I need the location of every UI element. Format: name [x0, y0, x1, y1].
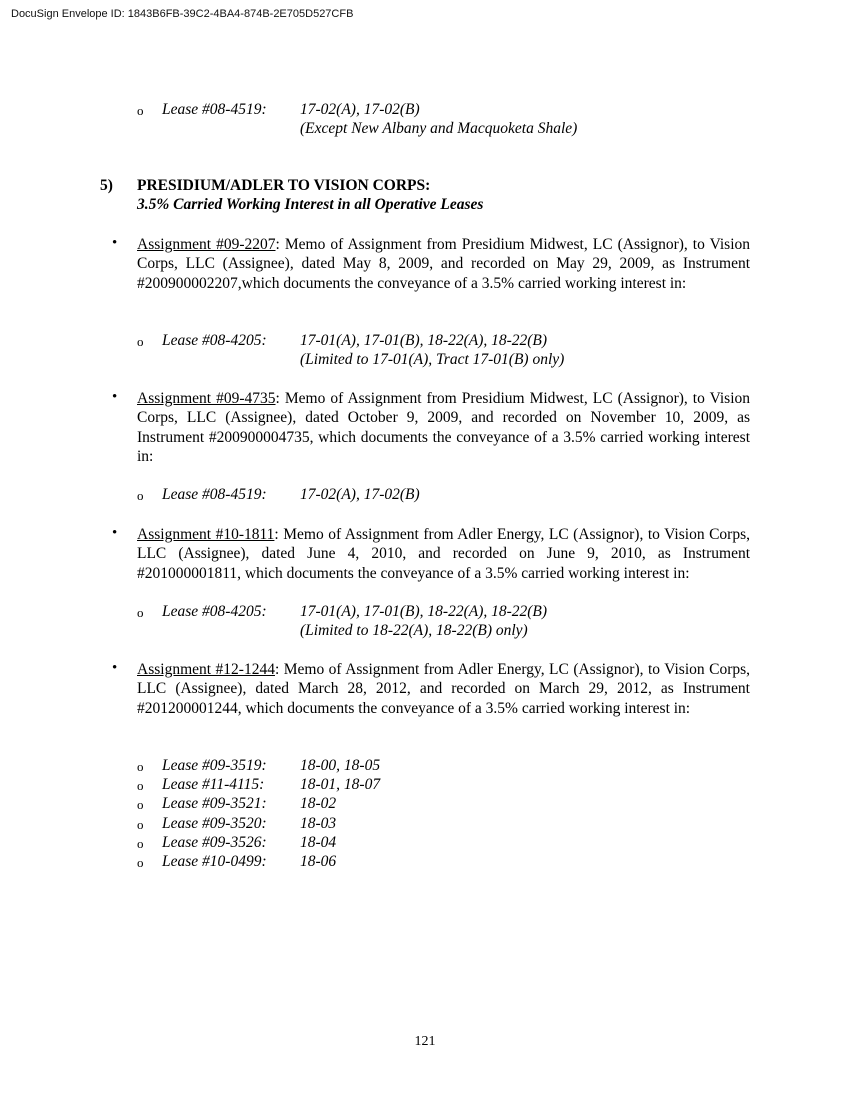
bullet-icon: •: [112, 525, 118, 541]
circle-bullet-icon: o: [137, 103, 144, 118]
lease-label: Lease #08-4519:: [162, 101, 267, 118]
assignment-paragraph: [137, 389, 750, 467]
circle-bullet-icon: o: [137, 778, 144, 793]
lease-label: Lease #11-4115:: [162, 776, 265, 793]
circle-bullet-icon: o: [137, 797, 144, 812]
lease-label: Lease #09-3519:: [162, 757, 267, 774]
assignment-text: : Memo of Assignment from Adler Energy, LC (Assignor), to Vision Corps, LLC (Assignee), dated June 4, 2010, and recorded on June 9, 2010, as Instrument #201000001811, which documents the conveyance of a 3.5% carried working interest in:: [137, 526, 750, 582]
lease-label: Lease #09-3526:: [162, 834, 267, 851]
circle-bullet-icon: o: [137, 836, 144, 851]
lease-note: (Limited to 18-22(A), 18-22(B) only): [300, 622, 528, 639]
assignment-ref: Assignment #10-1811: [137, 526, 275, 543]
assignment-ref: Assignment #12-1244: [137, 661, 275, 678]
circle-bullet-icon: o: [137, 817, 144, 832]
lease-tracts: 17-01(A), 17-01(B), 18-22(A), 18-22(B): [300, 332, 548, 349]
bullet-icon: •: [112, 660, 118, 676]
lease-tracts: 18-04: [300, 834, 337, 851]
lease-tracts: 18-00, 18-05: [300, 757, 381, 774]
assignment-ref: Assignment #09-2207: [137, 236, 276, 253]
lease-tracts: 18-03: [300, 815, 337, 832]
lease-tracts: 17-01(A), 17-01(B), 18-22(A), 18-22(B): [300, 603, 548, 620]
assignment-text: : Memo of Assignment from Presidium Midwest, LC (Assignor), to Vision Corps, LLC (Assignee), dated October 9, 2009, and recorded on November 10, 2009, as Instrument #200900004735, which documents the conveyance of a 3.5% carried working interest in:: [137, 390, 751, 466]
circle-bullet-icon: o: [137, 488, 144, 503]
assignment-paragraph: [137, 525, 750, 583]
lease-label: Lease #09-3520:: [162, 815, 267, 832]
lease-note: (Limited to 17-01(A), Tract 17-01(B) only): [300, 351, 565, 368]
lease-tracts: 18-06: [300, 853, 337, 870]
bullet-icon: •: [112, 389, 118, 405]
lease-tracts: 18-02: [300, 795, 337, 812]
lease-label: Lease #08-4519:: [162, 486, 267, 503]
assignment-paragraph: [137, 660, 750, 718]
section-title: PRESIDIUM/ADLER TO VISION CORPS:: [137, 177, 431, 194]
circle-bullet-icon: o: [137, 605, 144, 620]
lease-tracts: 17-02(A), 17-02(B): [300, 486, 420, 503]
section-number: 5): [100, 177, 113, 194]
bullet-icon: •: [112, 235, 118, 251]
lease-tracts: 18-01, 18-07: [300, 776, 381, 793]
lease-note: (Except New Albany and Macquoketa Shale): [300, 120, 578, 137]
page-number: 121: [414, 1034, 436, 1049]
assignment-text: : Memo of Assignment from Adler Energy, LC (Assignor), to Vision Corps, LLC (Assignee), dated March 28, 2012, and recorded on March 29, 2012, as Instrument #201200001244, which documents the conveyance of a 3.5% carried working interest in:: [137, 661, 751, 717]
lease-label: Lease #10-0499:: [162, 853, 267, 870]
section-subtitle: 3.5% Carried Working Interest in all Operative Leases: [137, 196, 484, 213]
circle-bullet-icon: o: [137, 855, 144, 870]
lease-label: Lease #08-4205:: [162, 332, 267, 349]
circle-bullet-icon: o: [137, 334, 144, 349]
assignment-ref: Assignment #09-4735: [137, 390, 276, 407]
lease-label: Lease #09-3521:: [162, 795, 267, 812]
lease-label: Lease #08-4205:: [162, 603, 267, 620]
circle-bullet-icon: o: [137, 759, 144, 774]
assignment-paragraph: [137, 235, 750, 293]
assignment-text: : Memo of Assignment from Presidium Midwest, LC (Assignor), to Vision Corps, LLC (Assignee), dated May 8, 2009, and recorded on May 29, 2009, as Instrument #200900002207,which documents the conveyance of a 3.5% carried working interest in:: [137, 236, 751, 292]
lease-tracts: 17-02(A), 17-02(B): [300, 101, 420, 118]
docusign-envelope-id: DocuSign Envelope ID: 1843B6FB-39C2-4BA4-874B-2E705D527CFB: [11, 8, 354, 20]
